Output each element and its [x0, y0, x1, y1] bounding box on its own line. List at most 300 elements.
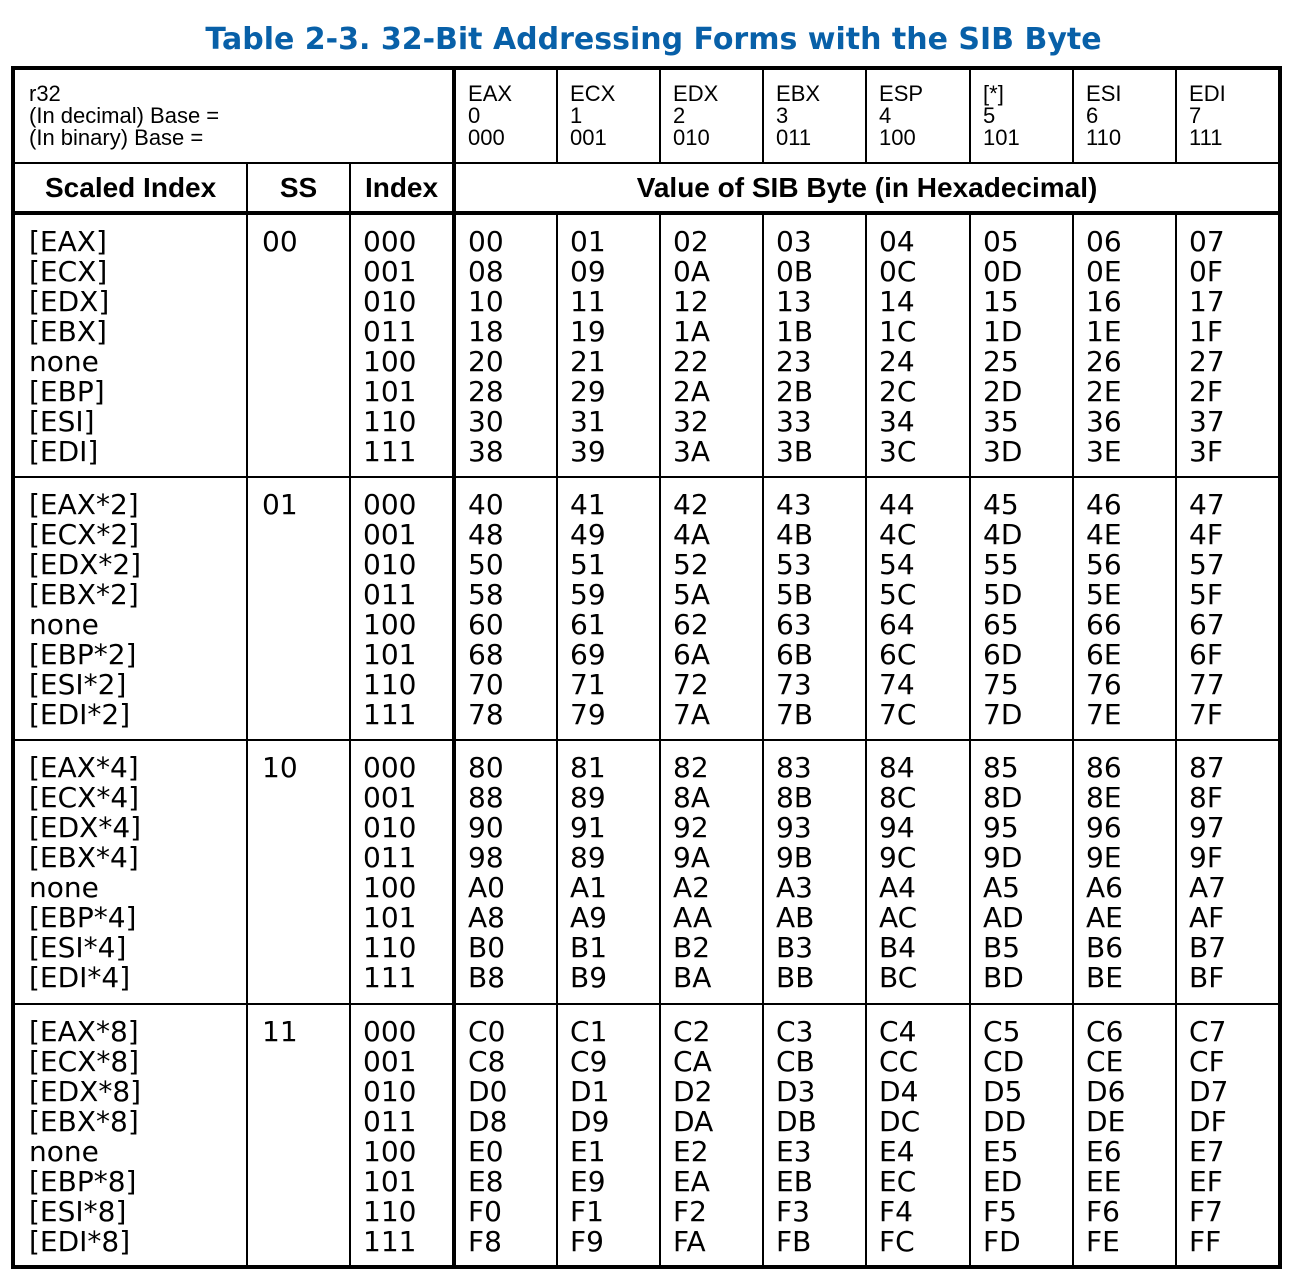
sib-hex-value: BE — [1086, 961, 1123, 995]
base-column-header — [763, 68, 866, 163]
sib-hex-value: 38 — [468, 435, 504, 469]
sib-hex-value: 53 — [776, 547, 812, 581]
scaled-index-entry: [ESI*4] — [29, 931, 127, 965]
sib-hex-value: 54 — [879, 547, 915, 581]
sib-hex-value: 65 — [983, 607, 1019, 641]
base-reg: EAX — [468, 81, 513, 106]
sib-value-column — [970, 1004, 1073, 1267]
sib-hex-value: 94 — [879, 811, 915, 845]
sib-hex-value: B0 — [468, 931, 506, 965]
index-entry: 001 — [363, 781, 417, 815]
ss-cell — [247, 213, 350, 476]
ss-group-row — [13, 740, 1280, 1003]
sib-hex-value: 1E — [1086, 315, 1122, 349]
sib-hex-value: 60 — [468, 607, 504, 641]
sib-hex-value: 13 — [776, 285, 812, 319]
sib-hex-value: 8E — [1086, 781, 1122, 815]
base-dec: 7 — [1189, 103, 1202, 128]
sib-hex-value: 1C — [879, 315, 917, 349]
sib-hex-value: A9 — [570, 901, 607, 935]
scaled-index-entry: [EBX*2] — [29, 577, 139, 611]
sib-hex-value: 87 — [1189, 751, 1225, 785]
sib-hex-value: 7B — [776, 697, 814, 731]
binary-base-label: (In binary) Base = — [29, 125, 204, 150]
sib-hex-value: C8 — [468, 1044, 506, 1078]
index-entry: 000 — [363, 751, 417, 785]
sib-hex-value: 86 — [1086, 751, 1122, 785]
sib-hex-value: FB — [776, 1224, 812, 1258]
base-reg: ESI — [1086, 81, 1122, 106]
sib-hex-value: D6 — [1086, 1074, 1126, 1108]
sib-hex-value: 84 — [879, 751, 915, 785]
sib-hex-value: 77 — [1189, 667, 1225, 701]
sib-value-column — [866, 477, 970, 740]
sib-hex-value: 2A — [673, 375, 710, 409]
sib-hex-value: 36 — [1086, 405, 1122, 439]
sib-hex-value: FA — [673, 1224, 706, 1258]
sib-value-column — [1176, 740, 1280, 1003]
sib-hex-value: 10 — [468, 285, 504, 319]
sib-hex-value: 7D — [983, 697, 1023, 731]
base-reg: EDI — [1189, 81, 1226, 106]
ss-cell — [247, 1004, 350, 1267]
sib-hex-value: 74 — [879, 667, 915, 701]
sib-value-column — [866, 213, 970, 476]
sib-hex-value: 7A — [673, 697, 710, 731]
sib-hex-value: 6A — [673, 637, 710, 671]
sib-hex-value: 5E — [1086, 577, 1122, 611]
sib-hex-value: 98 — [468, 841, 504, 875]
scaled-index-entry: [ECX*8] — [29, 1044, 140, 1078]
sib-hex-value: 5A — [673, 577, 710, 611]
base-bin: 001 — [570, 125, 607, 150]
sib-hex-value: FF — [1189, 1224, 1222, 1258]
sib-hex-value: BB — [776, 961, 815, 995]
sib-hex-value: CA — [673, 1044, 712, 1078]
sib-hex-value: 46 — [1086, 487, 1122, 521]
scaled-index-entry: none — [29, 1134, 99, 1168]
scaled-index-entry: [EBP*8] — [29, 1164, 137, 1198]
sib-hex-value: BA — [673, 961, 712, 995]
sib-hex-value: 43 — [776, 487, 812, 521]
ss-value: 00 — [262, 225, 298, 259]
sib-hex-value: 97 — [1189, 811, 1225, 845]
sib-hex-value: 0B — [776, 255, 814, 289]
sib-hex-value: 89 — [570, 841, 606, 875]
ss-cell — [247, 477, 350, 740]
sib-hex-value: A2 — [673, 871, 710, 905]
sib-hex-value: F1 — [570, 1194, 604, 1228]
sib-hex-value: 68 — [468, 637, 504, 671]
sib-hex-value: E2 — [673, 1134, 709, 1168]
sib-hex-value: C3 — [776, 1014, 814, 1048]
sib-hex-value: EF — [1189, 1164, 1223, 1198]
sib-hex-value: AA — [673, 901, 713, 935]
sib-hex-value: 0A — [673, 255, 710, 289]
base-column-header — [970, 68, 1073, 163]
sib-hex-value: B2 — [673, 931, 711, 965]
sib-hex-value: 30 — [468, 405, 504, 439]
sib-hex-value: 12 — [673, 285, 709, 319]
sib-hex-value: 8D — [983, 781, 1023, 815]
sib-hex-value: EE — [1086, 1164, 1122, 1198]
index-cell — [350, 740, 454, 1003]
sib-hex-value: 1D — [983, 315, 1023, 349]
base-bin: 110 — [1086, 125, 1122, 150]
sib-hex-value: 05 — [983, 225, 1019, 259]
sib-hex-value: E6 — [1086, 1134, 1122, 1168]
sib-hex-value: DA — [673, 1104, 714, 1138]
base-dec: 6 — [1086, 103, 1099, 128]
scaled-index-entry: [EBP*4] — [29, 901, 137, 935]
sib-hex-value: DF — [1189, 1104, 1227, 1138]
sib-hex-value: D0 — [468, 1074, 508, 1108]
sib-value-header: Value of SIB Byte (in Hexadecimal) — [454, 163, 1280, 213]
sib-hex-value: E3 — [776, 1134, 812, 1168]
sib-hex-value: 73 — [776, 667, 812, 701]
sib-hex-value: 3D — [983, 435, 1023, 469]
sib-hex-value: AF — [1189, 901, 1225, 935]
sib-hex-value: 33 — [776, 405, 812, 439]
sib-hex-value: B3 — [776, 931, 814, 965]
sib-hex-value: 35 — [983, 405, 1019, 439]
sib-hex-value: 66 — [1086, 607, 1122, 641]
ss-group-row — [13, 1004, 1280, 1267]
index-entry: 000 — [363, 1014, 417, 1048]
sib-value-column — [454, 740, 557, 1003]
index-entry: 011 — [363, 577, 417, 611]
sib-hex-value: 9F — [1189, 841, 1223, 875]
sib-hex-value: DD — [983, 1104, 1027, 1138]
sib-value-column — [763, 740, 866, 1003]
scaled-index-entry: none — [29, 345, 99, 379]
sib-hex-value: EC — [879, 1164, 917, 1198]
sib-hex-value: C6 — [1086, 1014, 1124, 1048]
sib-hex-value: AC — [879, 901, 918, 935]
sib-hex-value: 85 — [983, 751, 1019, 785]
sib-table — [11, 66, 1282, 1269]
scaled-index-entry: [EBX] — [29, 315, 107, 349]
sib-hex-value: 58 — [468, 577, 504, 611]
sib-hex-value: 2C — [879, 375, 917, 409]
sib-hex-value: 45 — [983, 487, 1019, 521]
sib-hex-value: E9 — [570, 1164, 606, 1198]
sib-hex-value: 7E — [1086, 697, 1122, 731]
scaled-index-entry: [EDX*4] — [29, 811, 142, 845]
sib-hex-value: 18 — [468, 315, 504, 349]
index-entry: 100 — [363, 871, 417, 905]
sib-hex-value: B1 — [570, 931, 608, 965]
sib-hex-value: E8 — [468, 1164, 504, 1198]
scaled-index-entry: [EDI] — [29, 435, 99, 469]
ss-header: SS — [247, 163, 350, 213]
sib-hex-value: 6E — [1086, 637, 1122, 671]
decimal-base-label: (In decimal) Base = — [29, 103, 220, 128]
sib-hex-value: 96 — [1086, 811, 1122, 845]
sib-hex-value: 49 — [570, 517, 606, 551]
sib-hex-value: 32 — [673, 405, 709, 439]
sib-hex-value: D9 — [570, 1104, 610, 1138]
sib-hex-value: 08 — [468, 255, 504, 289]
sib-hex-value: 95 — [983, 811, 1019, 845]
sib-hex-value: 34 — [879, 405, 915, 439]
scaled-index-cell — [13, 740, 247, 1003]
sib-hex-value: F7 — [1189, 1194, 1223, 1228]
sib-hex-value: 4D — [983, 517, 1023, 551]
sib-hex-value: 4A — [673, 517, 710, 551]
index-entry: 001 — [363, 255, 417, 289]
sib-hex-value: FE — [1086, 1224, 1120, 1258]
sib-hex-value: 70 — [468, 667, 504, 701]
sib-hex-value: 1B — [776, 315, 814, 349]
sib-hex-value: A5 — [983, 871, 1020, 905]
sib-hex-value: 8A — [673, 781, 710, 815]
sib-value-column — [660, 477, 763, 740]
sib-hex-value: 16 — [1086, 285, 1122, 319]
sib-hex-value: B5 — [983, 931, 1021, 965]
sib-hex-value: C5 — [983, 1014, 1021, 1048]
sib-hex-value: D7 — [1189, 1074, 1229, 1108]
sib-hex-value: A8 — [468, 901, 505, 935]
sib-hex-value: 9E — [1086, 841, 1122, 875]
sib-hex-value: 81 — [570, 751, 606, 785]
sib-hex-value: B9 — [570, 961, 608, 995]
scaled-index-entry: [ECX*2] — [29, 517, 140, 551]
sib-hex-value: 2D — [983, 375, 1023, 409]
sib-hex-value: F5 — [983, 1194, 1017, 1228]
base-dec: 0 — [468, 103, 481, 128]
sib-hex-value: 4B — [776, 517, 814, 551]
index-entry: 111 — [363, 435, 417, 469]
base-column-header — [660, 68, 763, 163]
sib-hex-value: F3 — [776, 1194, 810, 1228]
sib-value-column — [1176, 477, 1280, 740]
index-entry: 101 — [363, 1164, 417, 1198]
sib-hex-value: 3A — [673, 435, 710, 469]
scaled-index-entry: [EAX*8] — [29, 1014, 139, 1048]
sib-hex-value: 21 — [570, 345, 606, 379]
sib-hex-value: D1 — [570, 1074, 610, 1108]
scaled-index-entry: [EBX*4] — [29, 841, 139, 875]
base-bin: 011 — [776, 125, 812, 150]
sib-hex-value: F6 — [1086, 1194, 1120, 1228]
sib-hex-value: E0 — [468, 1134, 504, 1168]
base-column-header — [1073, 68, 1176, 163]
index-entry: 010 — [363, 1074, 417, 1108]
sib-hex-value: 28 — [468, 375, 504, 409]
sib-hex-value: 24 — [879, 345, 915, 379]
sib-hex-value: ED — [983, 1164, 1023, 1198]
sib-hex-value: 82 — [673, 751, 709, 785]
index-entry: 011 — [363, 841, 417, 875]
base-dec: 1 — [570, 103, 583, 128]
sib-value-column — [1073, 477, 1176, 740]
sib-hex-value: EA — [673, 1164, 710, 1198]
sib-hex-value: FC — [879, 1224, 915, 1258]
base-reg: EBX — [776, 81, 821, 106]
index-entry: 111 — [363, 697, 417, 731]
scaled-index-entry: [ECX] — [29, 255, 108, 289]
index-entry: 110 — [363, 405, 417, 439]
index-entry: 110 — [363, 667, 417, 701]
r32-label-cell — [13, 68, 454, 163]
sib-hex-value: 6C — [879, 637, 917, 671]
sib-hex-value: 20 — [468, 345, 504, 379]
sib-hex-value: A4 — [879, 871, 916, 905]
sib-hex-value: 27 — [1189, 345, 1225, 379]
table-title: Table 2-3. 32-Bit Addressing Forms with the SIB Byte — [205, 22, 1102, 57]
sib-hex-value: 11 — [570, 285, 606, 319]
index-entry: 011 — [363, 1104, 417, 1138]
sib-hex-value: CB — [776, 1044, 815, 1078]
ss-cell — [247, 740, 350, 1003]
index-header: Index — [350, 163, 454, 213]
sib-value-column — [866, 740, 970, 1003]
scaled-index-cell — [13, 477, 247, 740]
sib-hex-value: E1 — [570, 1134, 606, 1168]
sib-hex-value: 5B — [776, 577, 814, 611]
sib-hex-value: AB — [776, 901, 815, 935]
ss-group-row — [13, 477, 1280, 740]
sib-hex-value: 2F — [1189, 375, 1223, 409]
sib-hex-value: D3 — [776, 1074, 816, 1108]
sib-hex-value: C2 — [673, 1014, 711, 1048]
index-entry: 010 — [363, 811, 417, 845]
index-entry: 001 — [363, 517, 417, 551]
sib-hex-value: D5 — [983, 1074, 1023, 1108]
sib-value-column — [454, 213, 557, 476]
sib-value-column — [557, 1004, 660, 1267]
sib-hex-value: 8B — [776, 781, 814, 815]
sib-value-column — [763, 1004, 866, 1267]
index-entry: 001 — [363, 1044, 417, 1078]
sib-hex-value: 1F — [1189, 315, 1223, 349]
sib-hex-value: 41 — [570, 487, 606, 521]
sib-hex-value: 56 — [1086, 547, 1122, 581]
sib-hex-value: 6B — [776, 637, 814, 671]
column-header-row — [13, 163, 1280, 213]
base-column-header — [1176, 68, 1280, 163]
sib-hex-value: 62 — [673, 607, 709, 641]
sib-hex-value: F8 — [468, 1224, 502, 1258]
sib-hex-value: 22 — [673, 345, 709, 379]
sib-hex-value: DE — [1086, 1104, 1126, 1138]
base-column-header — [454, 68, 557, 163]
sib-hex-value: 31 — [570, 405, 606, 439]
sib-hex-value: C0 — [468, 1014, 506, 1048]
sib-hex-value: 44 — [879, 487, 915, 521]
scaled-index-entry: none — [29, 871, 99, 905]
sib-hex-value: 75 — [983, 667, 1019, 701]
sib-value-column — [1073, 740, 1176, 1003]
scaled-index-entry: [EAX*2] — [29, 487, 139, 521]
sib-hex-value: 7F — [1189, 697, 1223, 731]
sib-hex-value: D8 — [468, 1104, 508, 1138]
scaled-index-entry: [EDX] — [29, 285, 110, 319]
sib-hex-value: 7C — [879, 697, 917, 731]
sib-hex-value: 78 — [468, 697, 504, 731]
ss-value: 01 — [262, 487, 298, 521]
sib-hex-value: 55 — [983, 547, 1019, 581]
sib-hex-value: DC — [879, 1104, 921, 1138]
sib-hex-value: C7 — [1189, 1014, 1227, 1048]
scaled-index-entry: [EDI*8] — [29, 1224, 131, 1258]
sib-hex-value: 61 — [570, 607, 606, 641]
ss-value: 10 — [262, 751, 298, 785]
index-entry: 101 — [363, 637, 417, 671]
base-reg: ECX — [570, 81, 616, 106]
sib-value-column — [557, 740, 660, 1003]
sib-hex-value: 3F — [1189, 435, 1223, 469]
sib-hex-value: DB — [776, 1104, 817, 1138]
sib-hex-value: 03 — [776, 225, 812, 259]
sib-hex-value: F4 — [879, 1194, 913, 1228]
sib-hex-value: 8F — [1189, 781, 1223, 815]
sib-hex-value: CF — [1189, 1044, 1225, 1078]
sib-hex-value: 69 — [570, 637, 606, 671]
sib-hex-value: F9 — [570, 1224, 604, 1258]
sib-hex-value: 0C — [879, 255, 917, 289]
sib-hex-value: BF — [1189, 961, 1225, 995]
index-cell — [350, 477, 454, 740]
sib-hex-value: 9B — [776, 841, 814, 875]
sib-hex-value: 76 — [1086, 667, 1122, 701]
sib-hex-value: D4 — [879, 1074, 919, 1108]
ss-value: 11 — [262, 1014, 298, 1048]
sib-hex-value: E7 — [1189, 1134, 1225, 1168]
sib-hex-value: 1A — [673, 315, 710, 349]
sib-hex-value: C1 — [570, 1014, 608, 1048]
sib-hex-value: A7 — [1189, 871, 1226, 905]
index-entry: 011 — [363, 315, 417, 349]
sib-hex-value: 39 — [570, 435, 606, 469]
scaled-index-entry: [EDX*2] — [29, 547, 142, 581]
index-entry: 101 — [363, 901, 417, 935]
sib-hex-value: C9 — [570, 1044, 608, 1078]
sib-hex-value: A6 — [1086, 871, 1123, 905]
sib-hex-value: 0E — [1086, 255, 1122, 289]
sib-value-column — [866, 1004, 970, 1267]
sib-hex-value: 6D — [983, 637, 1023, 671]
index-cell — [350, 1004, 454, 1267]
ss-group-row — [13, 213, 1280, 476]
scaled-index-entry: [ESI] — [29, 405, 95, 439]
sib-hex-value: 07 — [1189, 225, 1225, 259]
sib-hex-value: 80 — [468, 751, 504, 785]
sib-hex-value: 67 — [1189, 607, 1225, 641]
scaled-index-entry: [ESI*8] — [29, 1194, 127, 1228]
sib-hex-value: FD — [983, 1224, 1021, 1258]
scaled-index-entry: [EBP*2] — [29, 637, 137, 671]
sib-value-column — [660, 740, 763, 1003]
base-bin: 010 — [673, 125, 710, 150]
scaled-index-entry: [ESI*2] — [29, 667, 127, 701]
scaled-index-entry: [ECX*4] — [29, 781, 140, 815]
sib-value-column — [970, 477, 1073, 740]
sib-hex-value: B4 — [879, 931, 917, 965]
sib-hex-value: 15 — [983, 285, 1019, 319]
base-header-row — [13, 68, 1280, 163]
sib-hex-value: 4F — [1189, 517, 1223, 551]
sib-hex-value: A3 — [776, 871, 813, 905]
sib-value-column — [763, 213, 866, 476]
sib-hex-value: 5D — [983, 577, 1023, 611]
sib-hex-value: 48 — [468, 517, 504, 551]
index-entry: 111 — [363, 961, 417, 995]
base-bin: 000 — [468, 125, 505, 150]
sib-hex-value: 26 — [1086, 345, 1122, 379]
sib-hex-value: 6F — [1189, 637, 1223, 671]
